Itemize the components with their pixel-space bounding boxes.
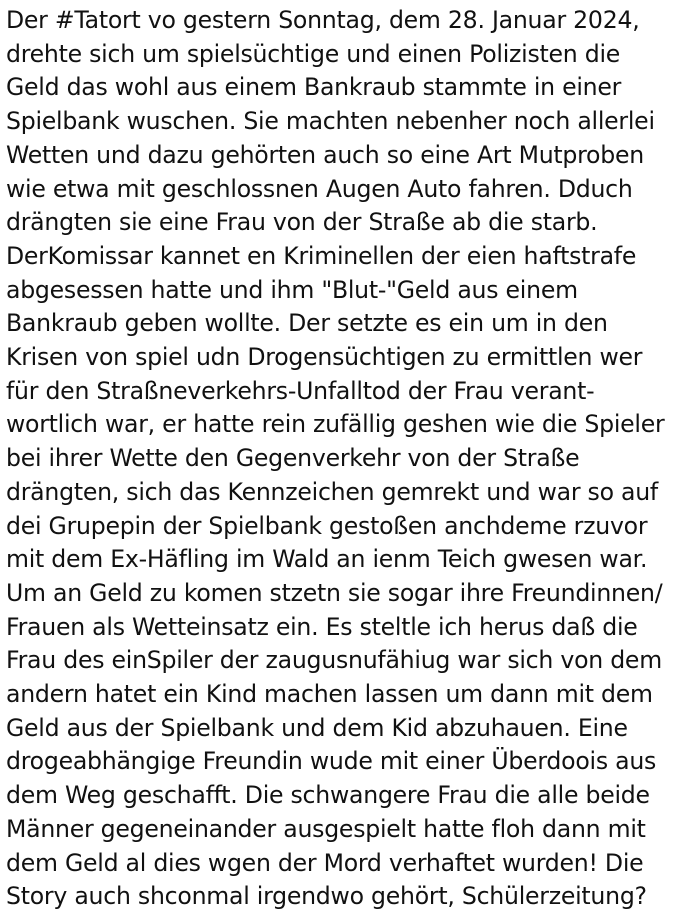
text-line: drogeabhängige Freundin wude mit einer Überdoois aus: [6, 747, 657, 776]
text-line: Krisen von spiel udn Drogensüchtigen zu ermittlen wer: [6, 343, 643, 372]
review-text: [6, 4, 684, 914]
text-line: Bankraub geben wollte. Der setzte es ein um in den: [6, 309, 608, 338]
text-line: DerKomissar kannet en Kriminellen der eien haftstrafe: [6, 241, 637, 270]
text-line: Um an Geld zu komen stzetn sie sogar ihre Freundinnen/: [6, 578, 663, 607]
text-line: mit dem Ex-Häfling im Wald an ienm Teich gwesen war.: [6, 545, 648, 574]
text-line: wortlich war, er hatte rein zufällig geshen wie die Spieler: [6, 410, 665, 439]
text-line: Story auch shconmal irgendwo gehört, Schülerzeitung?: [6, 882, 647, 911]
text-line: Geld aus der Spielbank und dem Kid abzuhauen. Eine: [6, 713, 628, 742]
text-line: abgesessen hatte und ihm "Blut-"Geld aus einem: [6, 275, 578, 304]
text-line: für den Straßneverkehrs-Unfalltod der Frau verant-: [6, 376, 595, 405]
text-line: Geld das wohl aus einem Bankraub stammte in einer: [6, 73, 622, 102]
text-line: Der #Tatort vo gestern Sonntag, dem 28. Januar 2024,: [6, 6, 640, 34]
text-line: andern hatet ein Kind machen lassen um dann mit dem: [6, 680, 653, 709]
text-line: Frau des einSpiler der zaugusnufähiug war sich von dem: [6, 646, 662, 675]
text-line: Frauen als Wetteinsatz ein. Es steltle ich herus daß die: [6, 612, 638, 641]
text-line: bei ihrer Wette den Gegenverkehr von der Straße: [6, 444, 580, 473]
text-line: drängten, sich das Kennzeichen gemrekt und war so auf: [6, 477, 658, 506]
text-line: drängten sie eine Frau von der Straße ab die starb.: [6, 208, 598, 237]
text-line: dei Grupepin der Spielbank gestoßen anchdeme rzuvor: [6, 511, 648, 540]
text-line: Wetten und dazu gehörten auch so eine Art Mutproben: [6, 140, 644, 169]
text-line: wie etwa mit geschlossnen Augen Auto fahren. Dduch: [6, 174, 633, 203]
text-line: dem Weg geschafft. Die schwangere Frau die alle beide: [6, 781, 650, 810]
text-line: Spielbank wuschen. Sie machten nebenher noch allerlei: [6, 107, 655, 136]
text-line: drehte sich um spielsüchtige und einen Polizisten die: [6, 39, 621, 68]
text-line: Männer gegeneinander ausgespielt hatte floh dann mit: [6, 814, 646, 843]
text-line: dem Geld al dies wgen der Mord verhaftet wurden! Die: [6, 848, 644, 877]
